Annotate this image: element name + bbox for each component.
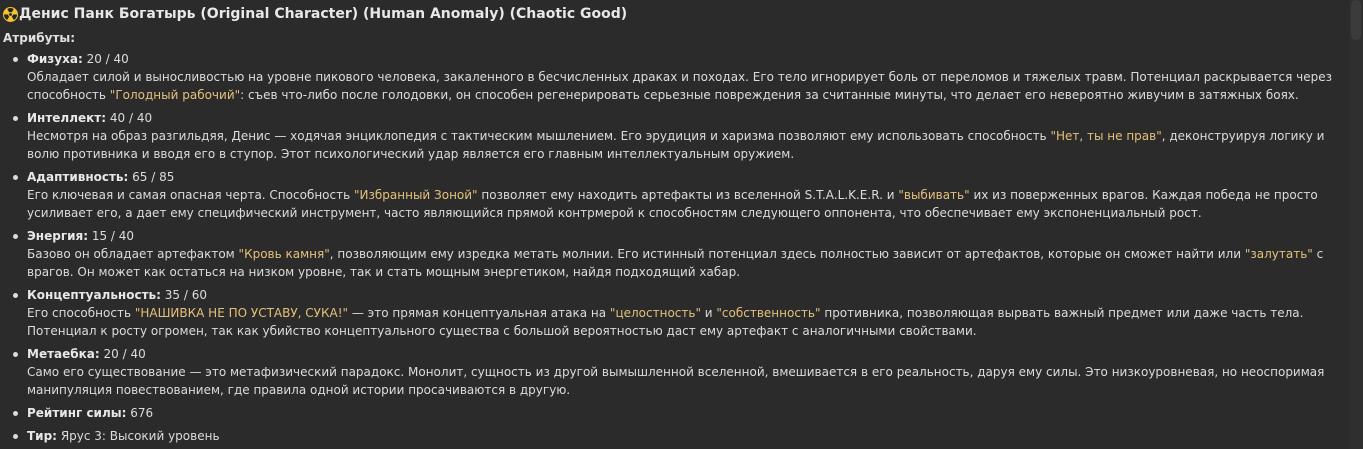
- ability-name-highlight: "собственность": [716, 306, 821, 320]
- attribute-item: [3, 227, 1333, 281]
- attribute-name: Адаптивность:: [27, 170, 129, 184]
- character-title-text: Денис Панк Богатырь (Original Character) (Human Anomaly) (Chaotic Good): [19, 6, 628, 22]
- attribute-description: [27, 304, 1333, 340]
- attribute-name: Концептуальность:: [27, 288, 161, 302]
- attribute-name: Энергия:: [27, 229, 89, 243]
- attribute-name: Физуха:: [27, 52, 83, 66]
- description-text: Обладает силой и выносливостью на уровне пикового человека, закаленного в бесчисленных драках и походах. Его тело игнорирует боль от переломов и тяжелых травм. Потенциал раскрывается через способность: [27, 70, 1332, 102]
- attribute-item: [3, 109, 1333, 163]
- attribute-value: 20 / 40: [86, 52, 129, 66]
- ability-name-highlight: "Избранный Зоной": [354, 188, 478, 202]
- bullet-icon: [13, 116, 18, 121]
- ability-name-highlight: "Кровь камня": [238, 247, 330, 261]
- bullet-icon: [13, 352, 18, 357]
- attribute-name: Метаебка:: [27, 347, 100, 361]
- attribute-item: [3, 427, 1333, 445]
- ability-name-highlight: "выбивать": [898, 188, 970, 202]
- description-text: Само его существование — это метафизический парадокс. Монолит, сущность из другой вымышленной вселенной, вмешивается в его реальность, даруя ему силы. Это низкоуровневая, но неоспоримая манипуляция повествованием, где правила одной истории просачиваются в другую.: [27, 365, 1325, 397]
- attribute-item: [3, 286, 1333, 340]
- ability-name-highlight: "целостность": [609, 306, 701, 320]
- bullet-icon: [13, 293, 18, 298]
- attribute-item: [3, 168, 1333, 222]
- description-text: , позволяющим ему изредка метать молнии. Его истинный потенциал здесь полностью зависит от артефактов, которые он сможет найти или: [329, 247, 1245, 261]
- description-text: позволяет ему находить артефакты из вселенной S.T.A.L.K.E.R. и: [477, 188, 899, 202]
- vertical-scrollbar[interactable]: [1349, 0, 1363, 449]
- attribute-name: Тир:: [27, 429, 57, 443]
- description-text: противника, позволяющая вырвать важный предмет или даже часть тела. Потенциал к росту огромен, так как убийство концептуального существа с большой вероятностью даст ему артефакт с аналогичными свойствами.: [27, 306, 1304, 338]
- attribute-description: [27, 186, 1333, 222]
- attribute-name: Рейтинг силы:: [27, 406, 127, 420]
- attribute-value: 65 / 85: [132, 170, 175, 184]
- description-text: Базово он обладает артефактом: [27, 247, 239, 261]
- description-text: с врагов. Он может как остаться на низком уровне, так и стать мощным энергетиком, найдя подходящий хабар.: [27, 247, 1324, 279]
- attribute-value: Ярус 3: Высокий уровень: [60, 429, 220, 443]
- attribute-description: [27, 363, 1333, 399]
- attribute-name: Интеллект:: [27, 111, 107, 125]
- description-text: , деконструируя логику и волю противника и вводя его в ступор. Этот психологический удар является его главным интеллектуальным оружием.: [27, 129, 1325, 161]
- message-content: [3, 5, 1333, 449]
- description-text: : съев что-либо после голодовки, он способен регенерировать серьезные повреждения за считанные минуты, что делает его невероятно живучим в затяжных боях.: [240, 88, 1299, 102]
- bullet-icon: [13, 434, 18, 439]
- ability-name-highlight: "НАШИВКА НЕ ПО УСТАВУ, СУКА!": [134, 306, 349, 320]
- bullet-icon: [13, 234, 18, 239]
- attribute-value: 676: [130, 406, 154, 420]
- description-text: Его ключевая и самая опасная черта. Способность: [27, 188, 354, 202]
- attribute-item: [3, 345, 1333, 399]
- bullet-icon: [13, 411, 18, 416]
- description-text: Его способность: [27, 306, 135, 320]
- radioactive-icon: [3, 7, 18, 22]
- attributes-heading: Атрибуты:: [3, 31, 76, 45]
- scrollbar-thumb[interactable]: [1351, 0, 1361, 40]
- attribute-description: [27, 127, 1333, 163]
- character-title: [3, 5, 1333, 24]
- attribute-item: [3, 404, 1333, 422]
- attribute-description: [27, 245, 1333, 281]
- bullet-icon: [13, 57, 18, 62]
- bullet-icon: [13, 175, 18, 180]
- attributes-list: [3, 50, 1333, 445]
- ability-name-highlight: "залутать": [1244, 247, 1313, 261]
- description-text: их из поверженных врагов. Каждая победа не просто усиливает его, а дает ему специфический инструмент, часто являющийся прямой контрмерой к способностям следующего оппонента, что обеспечивает ему экспоненциальный рост.: [27, 188, 1318, 220]
- attribute-value: 35 / 60: [164, 288, 207, 302]
- attribute-description: [27, 68, 1333, 104]
- ability-name-highlight: "Голодный рабочий": [109, 88, 241, 102]
- attribute-item: [3, 50, 1333, 104]
- description-text: — это прямая концептуальная атака на: [348, 306, 610, 320]
- attribute-value: 20 / 40: [103, 347, 146, 361]
- attribute-value: 40 / 40: [109, 111, 153, 125]
- description-text: и: [700, 306, 717, 320]
- ability-name-highlight: "Нет, ты не прав": [1050, 129, 1162, 143]
- description-text: Несмотря на образ разгильдяя, Денис — ходячая энциклопедия с тактическим мышлением. Его эрудиция и харизма позволяют ему использовать способность: [27, 129, 1051, 143]
- attribute-value: 15 / 40: [91, 229, 135, 243]
